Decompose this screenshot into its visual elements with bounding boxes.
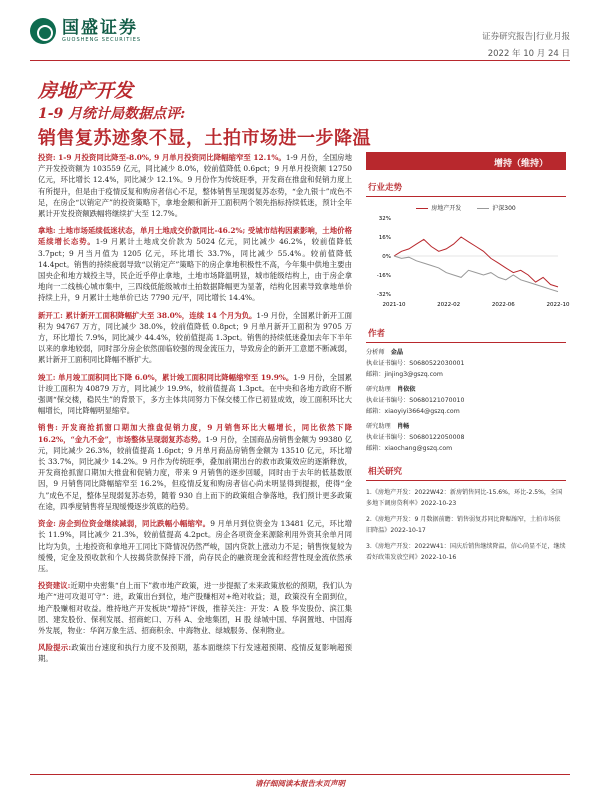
series-line-2 xyxy=(394,256,558,292)
paragraph-completion: 竣工: 单月竣工面积同比下降 6.0%，累计竣工面积同比降幅缩窄至 19.9%。1-9 月份，全国累计竣工面积为 40879 万方，同比减少 19.9%，较前值提高 1.3pct。在中央和各地方政府不断强调“保交楼，稳民生”的背景下，多方主体共同努力下保交楼工作已初显成效，竣工面积环比大幅增长，同比降幅明显缩窄。 xyxy=(38,372,352,416)
doc-type: 证券研究报告|行业月报 xyxy=(482,32,570,42)
page-title: 房地产开发 xyxy=(38,80,134,102)
analyst-cert: 执业证书编号：S0680522030001 xyxy=(366,360,465,367)
analyst-email[interactable]: 邮箱：jinjing3@gszq.com xyxy=(366,371,443,378)
legend-item-1: 房地产开发 xyxy=(416,203,461,212)
legend-item-2: 沪深300 xyxy=(477,203,515,212)
paragraph-funds: 资金: 房企到位资金继续减弱，同比跌幅小幅缩窄。9 月单月到位资金为 13481 亿元，环比增长 11.9%，同比减少 21.3%，较前值提高 4.2pct。房企各项资金来源除利用外资其余单月同比均为负，土地投资和拿地开工同比下降情况仍然严峻，国内贷款上涨动力不足；销售恢复较为缓慢，定金及预收款和个人按揭贷款保持下滑，尚存民企的融资现金流和经营性现金流依然承压。 xyxy=(38,519,353,573)
related-report-item[interactable]: 3.《房地产开发：2022W41：国庆后销售继续降温，信心尚显不足，继续看好政策发放空间》2022-10-16 xyxy=(366,543,566,561)
x-tick-label: 2022-06 xyxy=(491,302,515,308)
paragraph-investment: 投资: 1-9 月投资同比降至-8.0%, 9 月单月投资同比降幅缩窄至 12.1%。1-9 月份，全国房地产开发投资额为 103559 亿元，同比减少 8.0%，较前值降低 0.6pct；9 月单月投资额 12750 亿元，环比增长 12.4%，同比减少 12.1%。9 月份作为传统旺季，开发商在推盘和促销力度上有所提升，但是由于疫情反复和购房者信心不足，整体销售呈现弱复苏态势，“金九银十”成色不足，在房企“以销定产”的投资策略下，拿地金额和新开工面积两个领先指标持续低迷，预计全年累计开发投资额跌幅将继续扩大至 12.7%。 xyxy=(38,153,352,219)
sidebar xyxy=(366,152,570,568)
chart-legend xyxy=(366,203,566,212)
trend-section-title: 行业走势 xyxy=(366,178,566,197)
trend-chart xyxy=(366,212,570,312)
report-headline: 销售复苏迹象不显，土拍市场进一步降温 xyxy=(38,128,371,149)
footer-divider xyxy=(30,774,570,775)
company-logo xyxy=(30,18,141,44)
paragraph-risk: 风险提示:政策出台速度和执行力度不及预期，基本面继续下行发速超预期、疫情反复影响超预期。 xyxy=(38,643,352,664)
footer-disclaimer: 请仔细阅读本报告末页声明 xyxy=(255,779,345,788)
paragraph-advice: 投资建议:近期中央密集“自上而下”救市地产政策，进一步提振了未来政策放松的预期，我们认为地产“进可攻退可守”：进，政策出台到位，地产股赚相对+绝对收益；退，政策没有全面到位，地产股赚相对收益。维持地产开发板块“增持”评级，推荐关注：开发：A 股 华发股份、滨江集团、建发股份、保利发展、招商蛇口、万科 A、金地集团，H 股 绿城中国、华润置地、中国海外发展，物业：华润万象生活、招商积余、中海物业、绿城服务、保利物业。 xyxy=(38,581,352,635)
x-tick-label: 2022-10 xyxy=(546,302,570,308)
header-divider xyxy=(30,60,570,61)
rating-badge: 增持（维持） xyxy=(366,152,566,170)
related-section-title: 相关研究 xyxy=(366,462,566,481)
analyst-list: 分析师 金晶 执业证书编号：S0680522030001 邮箱：jinjing3@gszq.com 研究助理 肖依依 执业证书编号：S0680121070010 邮箱：xiaoyiyi3664@gszq.com 研究助理 肖畅 执业证书编号：S0680122050008 邮箱：xiaochang@gszq.com xyxy=(366,347,566,454)
analyst-cert: 执业证书编号：S0680121070010 xyxy=(366,397,465,404)
report-subtitle: 1-9 月统计局数据点评: xyxy=(38,106,186,122)
y-tick-label: 32% xyxy=(378,216,391,222)
logo-mark-icon xyxy=(30,18,56,44)
analyst-name: 肖畅 xyxy=(396,423,410,430)
paragraph-new-starts: 新开工: 累计新开工面积降幅扩大至 38.0%，连续 14 个月为负。1-9 月份，全国累计新开工面积为 94767 万方，同比减少 38.0%，较前值降低 0.8pct；9 月单月新开工面积为 9705 万方，环比增长 7.9%，同比减少 44.4%，较前值提高 1.3pct。销售的持续低迷叠加去年下半年以来的拿地较弱，同时部分房企依然面临较强的现金流压力，导致房企的新开工意愿不断减弱，累计新开工面积同比降幅不断扩大。 xyxy=(38,310,352,365)
related-reports xyxy=(366,487,566,563)
analyst-section-title: 作者 xyxy=(366,324,566,343)
related-report-item[interactable]: 2.《房地产开发：9 月数据前瞻：销售弱复苏同比降幅缩窄，土拍市场依旧降温》2022-10-17 xyxy=(366,516,561,534)
analyst-cert: 执业证书编号：S0680122050008 xyxy=(366,434,465,441)
y-tick-label: -32% xyxy=(376,292,391,298)
main-content xyxy=(38,152,352,671)
analyst-email[interactable]: 邮箱：xiaochang@gszq.com xyxy=(366,445,453,452)
paragraph-land: 拿地: 土地市场延续低迷状态，单月土地成交价款同比-46.2%; 受城市结构因素影响，土地价格延续增长态势。1-9 月累计土地成交价款为 5024 亿元，同比减少 46.2%，较前值降低 3.7pct；9 月当月值为 1205 亿元，环比增长 33.7%，同比减少 55.4%。较前值降低 14.4pct。销售的持续疲弱导致“以销定产”策略下的房企拿地积极性不高，今年集中供地主要由国央企和地方城投主导，民企近乎停止拿地，土地市场降温明显，城市能级结构上，由于房企拿地向一二线核心城市集中，三四线低能级城市土拍数据降幅更为显著，结构化因素导致拿地单价持续上升，9 月累计土地单价已达 7790 元/平，同比增长 14.4%。 xyxy=(38,226,352,303)
x-tick-label: 2021-10 xyxy=(382,302,406,308)
x-tick-label: 2022-02 xyxy=(437,302,461,308)
paragraph-sales: 销售: 开发商抢抓窗口期加大推盘促销力度，9 月销售环比大幅增长，同比依然下降 16.2%，“金九不金”，市场整体呈现弱复苏态势。1-9 月份，全国商品房销售金额为 99380 亿元，同比减少 26.3%，较前值提高 1.6pct；9 月单月商品房销售金额为 13510 亿元，环比增长 33.7%，同比减少 14.2%。9 月作为传统旺季，叠加前期出台的救市政策效应的逐渐释放，开发商抢抓窗口期加大推盘和促销力度，带来 9 月销售的逐步回暖，同时由于去年的低基数原因，9 月销售同比降幅缩窄至 16.2%，但疫情反复和购房者信心尚未明显得到提振，使得“金九”成色不足，整体呈现弱复苏态势，随着 930 自上而下的政策组合拳落地，我们预计更多政策在途，四季度销售将呈现缓慢逐步筑底的趋势。 xyxy=(38,423,353,511)
logo-en: GUOSHENG SECURITIES xyxy=(62,37,142,43)
analyst-name: 肖依依 xyxy=(396,386,416,393)
y-tick-label: 0% xyxy=(382,254,391,260)
analyst-name: 金晶 xyxy=(390,349,404,356)
logo-cn: 国盛证券 xyxy=(62,18,138,38)
report-date: 2022 年 10 月 24 日 xyxy=(487,49,570,59)
y-tick-label: 16% xyxy=(378,235,391,241)
analyst-email[interactable]: 邮箱：xiaoyiyi3664@gszq.com xyxy=(366,408,460,415)
related-report-item[interactable]: 1.《房地产开发：2022W42：新房销售同比-15.6%，环比-2.5%，全国多地下调房贷利率》2022-10-23 xyxy=(366,489,563,507)
y-tick-label: -16% xyxy=(376,273,391,279)
